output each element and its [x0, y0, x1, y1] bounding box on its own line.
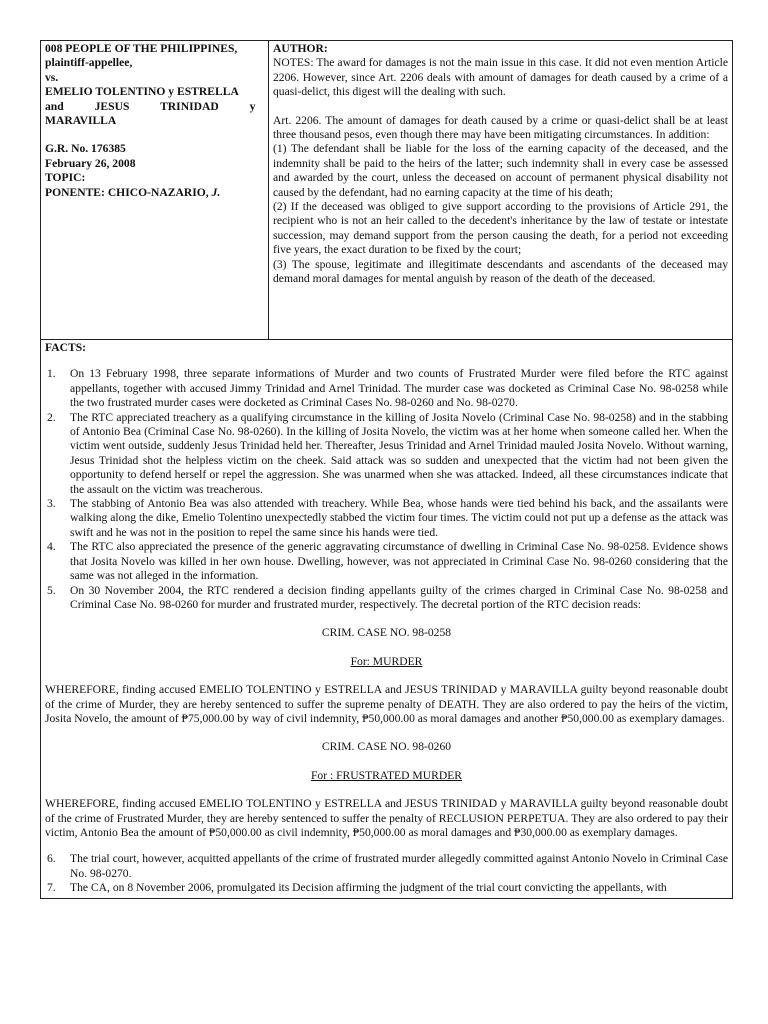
article-2206-intro: Art. 2206. The amount of damages for death caused by a crime or quasi-delict shall be at least three thousand pesos, even though there may have been mitigating circumstances. In addition: — [273, 113, 728, 142]
for-murder-heading: For: MURDER — [350, 654, 423, 668]
facts-item-text: The RTC also appreciated the presence of the generic aggravating circumstance of dwelling in Criminal Case No. 98-0258. Evidence shows that Josita Novelo was killed in her own house. Dwelling, however, was not appreciated in Criminal Case No. 98-0260 considering that the same was not alleged in the information. — [70, 540, 728, 583]
facts-item — [45, 367, 728, 410]
case-meta — [45, 142, 264, 200]
ponente-name: CHICO-NAZARIO, — [107, 185, 209, 199]
facts-item-text: The stabbing of Antonio Bea was also attended with treachery. While Bea, whose hands were tied behind his back, and the assailants were walking along the dike, Emelio Tolentino unexpectedly stabbed the victim four times. The victim could not put up a defense as the attack was swift and he was not in the position to repel the same since his hands were tied. — [70, 497, 728, 539]
facts-list-continued — [45, 852, 728, 895]
caption-line-3: vs. — [45, 70, 59, 84]
facts-item-text: The trial court, however, acquitted appellants of the crime of frustrated murder allegedly committed against Antonio Novelo in Criminal Case No. 98-0270. — [70, 852, 728, 880]
gr-number: G.R. No. 176385 — [45, 142, 126, 156]
facts-row — [41, 340, 733, 899]
article-2206-item-1: (1) The defendant shall be liable for the loss of the earning capacity of the deceased, and the indemnity shall be paid to the heirs of the latter; such indemnity shall in every case be assessed and awarded by the court, unless the deceased on account of permanent physical disability not caused by the defendant, had no earning capacity at the time of his death; — [273, 142, 728, 199]
facts-item-number: 4. — [47, 540, 56, 554]
facts-cell — [41, 340, 733, 899]
article-2206-item-3: (3) The spouse, legitimate and illegitimate descendants and ascendants of the deceased may demand moral damages for mental anguish by reason of the death of the deceased. — [273, 257, 728, 286]
caption-line-6: MARAVILLA — [45, 114, 117, 128]
facts-item-number: 7. — [47, 881, 56, 895]
wherefore-murder: WHEREFORE, finding accused EMELIO TOLENTINO y ESTRELLA and JESUS TRINIDAD y MARAVILLA guilty beyond reasonable doubt of the crime of Murder, they are hereby sentenced to suffer the supreme penalty of DEATH. They are also ordered to pay the heirs of the victim, Josita Novelo, the amount of ₱75,000.00 by way of civil indemnity, ₱50,000.00 as moral damages and another ₱50,000.00 as exemplary damages. — [45, 683, 728, 725]
for-frustrated-murder-heading: For : FRUSTRATED MURDER — [310, 768, 463, 782]
facts-item-text: On 30 November 2004, the RTC rendered a decision finding appellants guilty of the crimes charged in Criminal Case No. 98-0258 and Criminal Case No. 98-0260 for murder and frustrated murder, respectively. The decretal portion of the RTC decision reads: — [70, 583, 728, 611]
crim-case-heading-2: CRIM. CASE NO. 98-0260 — [321, 740, 452, 754]
facts-title: FACTS: — [45, 341, 87, 354]
facts-item — [45, 540, 728, 583]
caption-line-5: and JESUS TRINIDAD y — [45, 99, 256, 113]
topic-label: TOPIC: — [45, 171, 86, 185]
facts-list — [45, 367, 728, 612]
caption-line-4: EMELIO TOLENTINO y ESTRELLA — [45, 85, 239, 99]
facts-item-number: 3. — [47, 497, 56, 511]
case-caption — [45, 42, 264, 128]
facts-item-number: 1. — [47, 367, 56, 381]
facts-item-text: The RTC appreciated treachery as a qualifying circumstance in the killing of Josita Novelo (Criminal Case No. 98-0258) and in the stabbing of Antonio Bea (Criminal Case No. 98-0260). In the killing of Josita Novelo, the victim was at her home when someone called her. When the victim went outside, suddenly Jesus Trinidad held her. Thereafter, Jesus Trinidad and Arnel Trinidad mauled Josita Novelo. Without warning, Jesus Trinidad shot the helpless victim on the cheek. Said attack was so sudden and unexpected that the victim had not been given the opportunity to defend herself or repel the aggression. She was unarmed when she was attacked. Indeed, all these circumstances indicate that the assault on the victim was treacherous. — [70, 410, 728, 496]
case-digest-table — [40, 40, 733, 899]
case-digest-page — [40, 40, 732, 899]
facts-item-text: On 13 February 1998, three separate informations of Murder and two counts of Frustrated Murder were filed before the RTC against appellants, together with accused Jimmy Trinidad and Arnel Trinidad. The murder case was docketed as Criminal Case No. 98-0258 while the two frustrated murder cases were docketed as Criminal Cases No. 98-0260 and No. 98-0270. — [70, 367, 728, 410]
facts-item — [45, 584, 728, 613]
crim-case-heading-1: CRIM. CASE NO. 98-0258 — [321, 626, 452, 640]
decision-date: February 26, 2008 — [45, 156, 136, 170]
facts-item-number: 2. — [47, 410, 56, 424]
caption-line-1: 008 PEOPLE OF THE PHILIPPINES, — [45, 42, 238, 55]
facts-item — [45, 497, 728, 540]
wherefore-frustrated-murder: WHEREFORE, finding accused EMELIO TOLENTINO y ESTRELLA and JESUS TRINIDAD y MARAVILLA guilty beyond reasonable doubt of the crime of Frustrated Murder, they are hereby sentenced to suffer the penalty of RECLUSION PERPETUA. They are also ordered to pay their victim, Antonio Bea the amount of ₱50,000.00 as civil indemnity, ₱50,000.00 as moral damages and ₱30,000.00 as exemplary damages. — [45, 797, 728, 839]
author-label: AUTHOR: — [273, 42, 328, 55]
facts-item — [45, 881, 728, 895]
ponente-line — [45, 186, 264, 200]
header-row — [41, 41, 733, 340]
author-notes-cell — [269, 41, 733, 340]
notes-paragraph: NOTES: The award for damages is not the main issue in this case. It did not even mention Article 2206. However, since Art. 2206 deals with amount of damages for death caused by a crime of a quasi-delict, this digest will the dealing with such. — [273, 56, 728, 99]
ponente-label: PONENTE: — [45, 185, 105, 199]
facts-item-number: 6. — [47, 852, 56, 866]
case-caption-cell — [41, 41, 269, 340]
facts-item — [45, 411, 728, 497]
ponente-suffix: J. — [211, 185, 221, 199]
facts-item-number: 5. — [47, 583, 56, 597]
facts-item — [45, 852, 728, 881]
facts-item-text: The CA, on 8 November 2006, promulgated its Decision affirming the judgment of the trial court convicting the appellants, with — [70, 881, 667, 895]
caption-line-2: plaintiff-appellee, — [45, 56, 133, 70]
article-2206-item-2: (2) If the deceased was obliged to give support according to the provisions of Article 291, the recipient who is not an heir called to the decedent's inheritance by the law of testate or intestate succession, may demand support from the person causing the death, for a period not exceeding five years, the exact duration to be fixed by the court; — [273, 200, 728, 257]
